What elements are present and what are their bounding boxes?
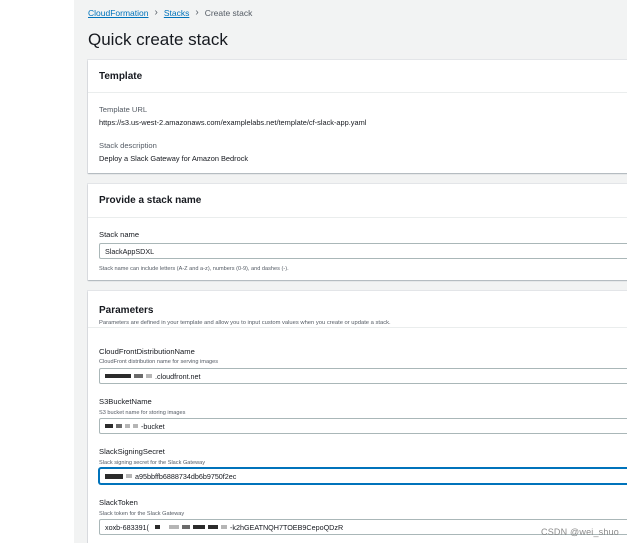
parameters-card-description: Parameters are defined in your template and allow you to input custom values when you create or update a stack. (99, 320, 391, 326)
param-slack-token-desc: Slack token for the Slack Gateway (99, 511, 185, 517)
chevron-right-icon: › (195, 7, 199, 18)
stack-name-label: Stack name (99, 230, 140, 239)
redacted-block (133, 424, 138, 428)
parameters-card-title: Parameters (99, 305, 154, 316)
param-slack-signing-secret-input[interactable] (99, 468, 627, 484)
param-slack-token-value-suffix: -k2hGEATNQH7TOEB9CepoQDzR (229, 522, 344, 532)
param-cloudfront-value: .cloudfront.net (155, 371, 201, 381)
redacted-block (125, 424, 130, 428)
parameters-card-header (88, 291, 627, 328)
breadcrumb (88, 8, 252, 18)
param-slack-token-label: SlackToken (99, 498, 138, 507)
stack-name-input[interactable]: SlackAppSDXL (99, 243, 627, 259)
template-url-label: Template URL (99, 105, 148, 114)
breadcrumb-cloudformation-link[interactable]: CloudFormation (88, 8, 149, 18)
param-slack-signing-secret-desc: Slack signing secret for the Slack Gateway (99, 460, 206, 466)
param-cloudfront-desc: CloudFront distribution name for serving images (99, 359, 219, 365)
redacted-block (105, 374, 131, 378)
redacted-block (146, 374, 152, 378)
param-slack-signing-secret-label: SlackSigningSecret (99, 447, 165, 456)
redacted-block (134, 374, 143, 378)
template-url-value: https://s3.us-west-2.amazonaws.com/examplelabs.net/template/cf-slack-app.yaml (99, 118, 367, 127)
template-card (88, 60, 627, 173)
stack-name-hint: Stack name can include letters (A-Z and a-z), numbers (0-9), and dashes (-). (99, 266, 289, 272)
redacted-block (155, 525, 160, 529)
parameters-card (88, 291, 627, 543)
stack-description-value: Deploy a Slack Gateway for Amazon Bedrock (99, 154, 249, 163)
redacted-block (208, 525, 218, 529)
stack-description-label: Stack description (99, 141, 157, 150)
param-s3-bucket-value: -bucket (141, 421, 165, 431)
stack-name-card-title: Provide a stack name (99, 195, 202, 206)
param-s3-bucket-desc: S3 bucket name for storing images (99, 410, 186, 416)
breadcrumb-stacks-link[interactable]: Stacks (163, 8, 190, 18)
param-slack-signing-secret-value: a95bbffb6888734db6b9750f2ec (135, 471, 237, 481)
chevron-right-icon: › (154, 7, 158, 18)
param-cloudfront-input[interactable] (99, 368, 627, 384)
redacted-block (221, 525, 227, 529)
redacted-block (182, 525, 190, 529)
stack-name-card-header (88, 184, 627, 218)
redacted-block (126, 474, 132, 478)
template-card-header (88, 60, 627, 93)
page-title: Quick create stack (88, 30, 228, 49)
redacted-block (193, 525, 205, 529)
param-slack-token-value-prefix: xoxb-683391( (105, 522, 149, 532)
template-card-title: Template (99, 70, 143, 82)
param-cloudfront-name-label: CloudFrontDistributionName (99, 347, 195, 356)
breadcrumb-current: Create stack (204, 8, 253, 18)
param-s3-bucket-input[interactable] (99, 418, 627, 434)
stack-name-card (88, 184, 627, 280)
console-page (74, 0, 627, 543)
watermark: CSDN @wei_shuo (541, 527, 619, 537)
redacted-block (116, 424, 122, 428)
redacted-block (169, 525, 179, 529)
redacted-block (105, 424, 113, 428)
redacted-block (105, 474, 123, 479)
param-s3-bucket-label: S3BucketName (99, 397, 152, 406)
